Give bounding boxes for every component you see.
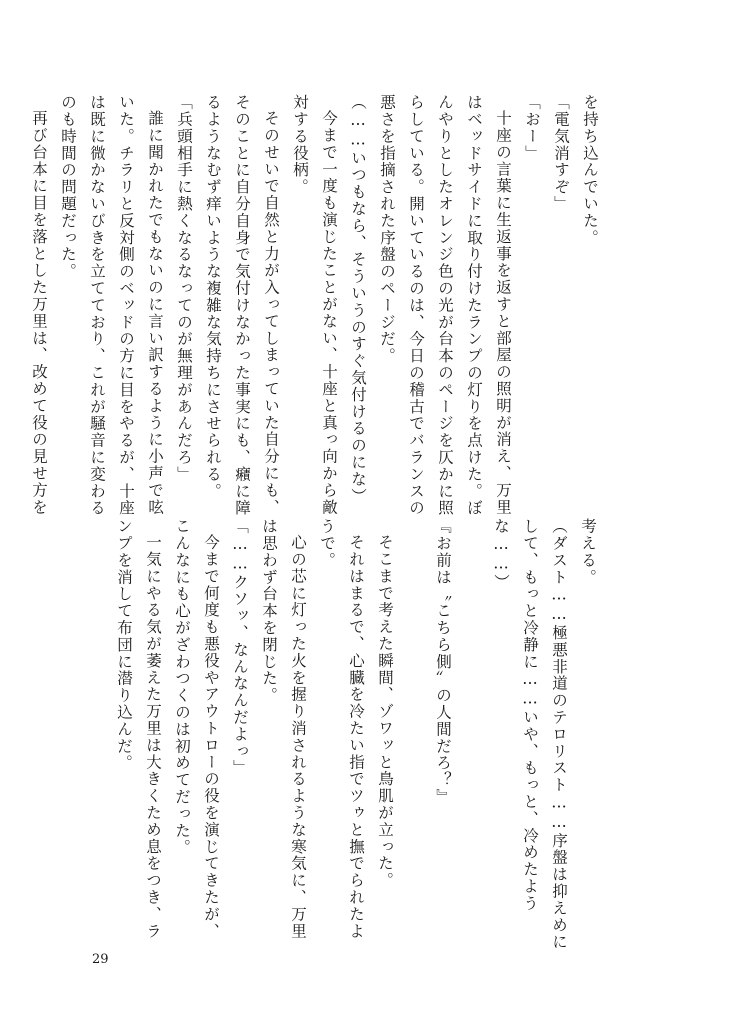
text-line: 『お前は〝こちら側〟の人間だろ？』	[434, 518, 452, 806]
text-line: 考える。	[579, 518, 597, 586]
text-line: して、もっと冷静に……いや、もっと、冷めたよう	[521, 518, 539, 912]
text-line: を持ち込んでいた。	[581, 94, 599, 247]
text-line: うで。	[318, 518, 336, 569]
text-line: 再び台本に目を落とした万里は、改めて役の見せ方を	[30, 109, 48, 516]
text-line: そこまで考えた瞬間、ゾワッと鳥肌が立った。	[376, 533, 394, 889]
text-line: んやりとしたオレンジ色の光が台本のページを仄かに照	[436, 94, 454, 517]
text-line: るようなむず痒いような複雑な気持ちにさせられる。	[204, 94, 222, 500]
page-number: 29	[92, 952, 109, 967]
text-line: そのせいで自然と力が入ってしまっていた自分にも、	[262, 109, 280, 516]
text-line: 十座の言葉に生返事を返すと部屋の照明が消え、万里	[494, 109, 512, 516]
text-column-lower	[115, 518, 602, 951]
text-line: 心の芯に灯った火を握り消されるような寒気に、万里	[289, 533, 307, 940]
text-line: 「……クソッ、なんなんだよっ」	[231, 518, 249, 777]
text-line: 今まで一度も演じたことがない、十座と真っ向から敵	[320, 109, 338, 516]
text-line	[399, 518, 428, 936]
text-line: 「おー」	[523, 94, 541, 162]
text-line: ンプを消して布団に潜り込んだ。	[115, 518, 133, 772]
text-line: こんなにも心がざわつくのは初めてだった。	[173, 518, 191, 856]
text-line: な……）	[492, 518, 510, 591]
text-line: 一気にやる気が萎えた万里は大きくため息をつき、ラ	[144, 533, 162, 940]
text-line: はベッドサイドに取り付けたランプの灯りを点けた。ぼ	[465, 94, 483, 517]
text-line	[457, 518, 486, 936]
text-line: は思わず台本を閉じた。	[260, 518, 278, 704]
text-line: いた。チラリと反対側のベッドの方に目をやるが、十座	[117, 94, 135, 517]
text-column-upper	[30, 94, 604, 517]
text-line: は既に微かないびきを立てており、これが騒音に変わる	[88, 94, 106, 517]
text-line: （……いつもなら、そういうのすぐ気付けるのにな）	[349, 94, 367, 505]
text-line: 「兵頭相手に熱くなるなってのが無理があんだろ」	[175, 94, 193, 483]
text-line: 誰に聞かれたでもないのに言い訳するように小声で呟	[146, 109, 164, 516]
text-line: 対する役柄。	[291, 94, 309, 196]
text-line: そのことに自分自身で気付けなかった事実にも、癪に障	[233, 94, 251, 517]
text-line: 今まで何度も悪役やアウトローの役を演じてきたが、	[202, 533, 220, 940]
text-line: それはまるで、心臓を冷たい指でツゥと撫でられたよ	[347, 533, 365, 940]
text-line: （ダスト……極悪非道のテロリスト……序盤は抑えめに	[550, 518, 568, 951]
text-line: 「電気消すぞ」	[552, 94, 570, 213]
text-line: らしている。開いているのは、今日の稽古でバランスの	[407, 94, 425, 517]
text-line: 悪さを指摘された序盤のページだ。	[378, 94, 396, 365]
text-line: のも時間の問題だった。	[59, 94, 77, 280]
